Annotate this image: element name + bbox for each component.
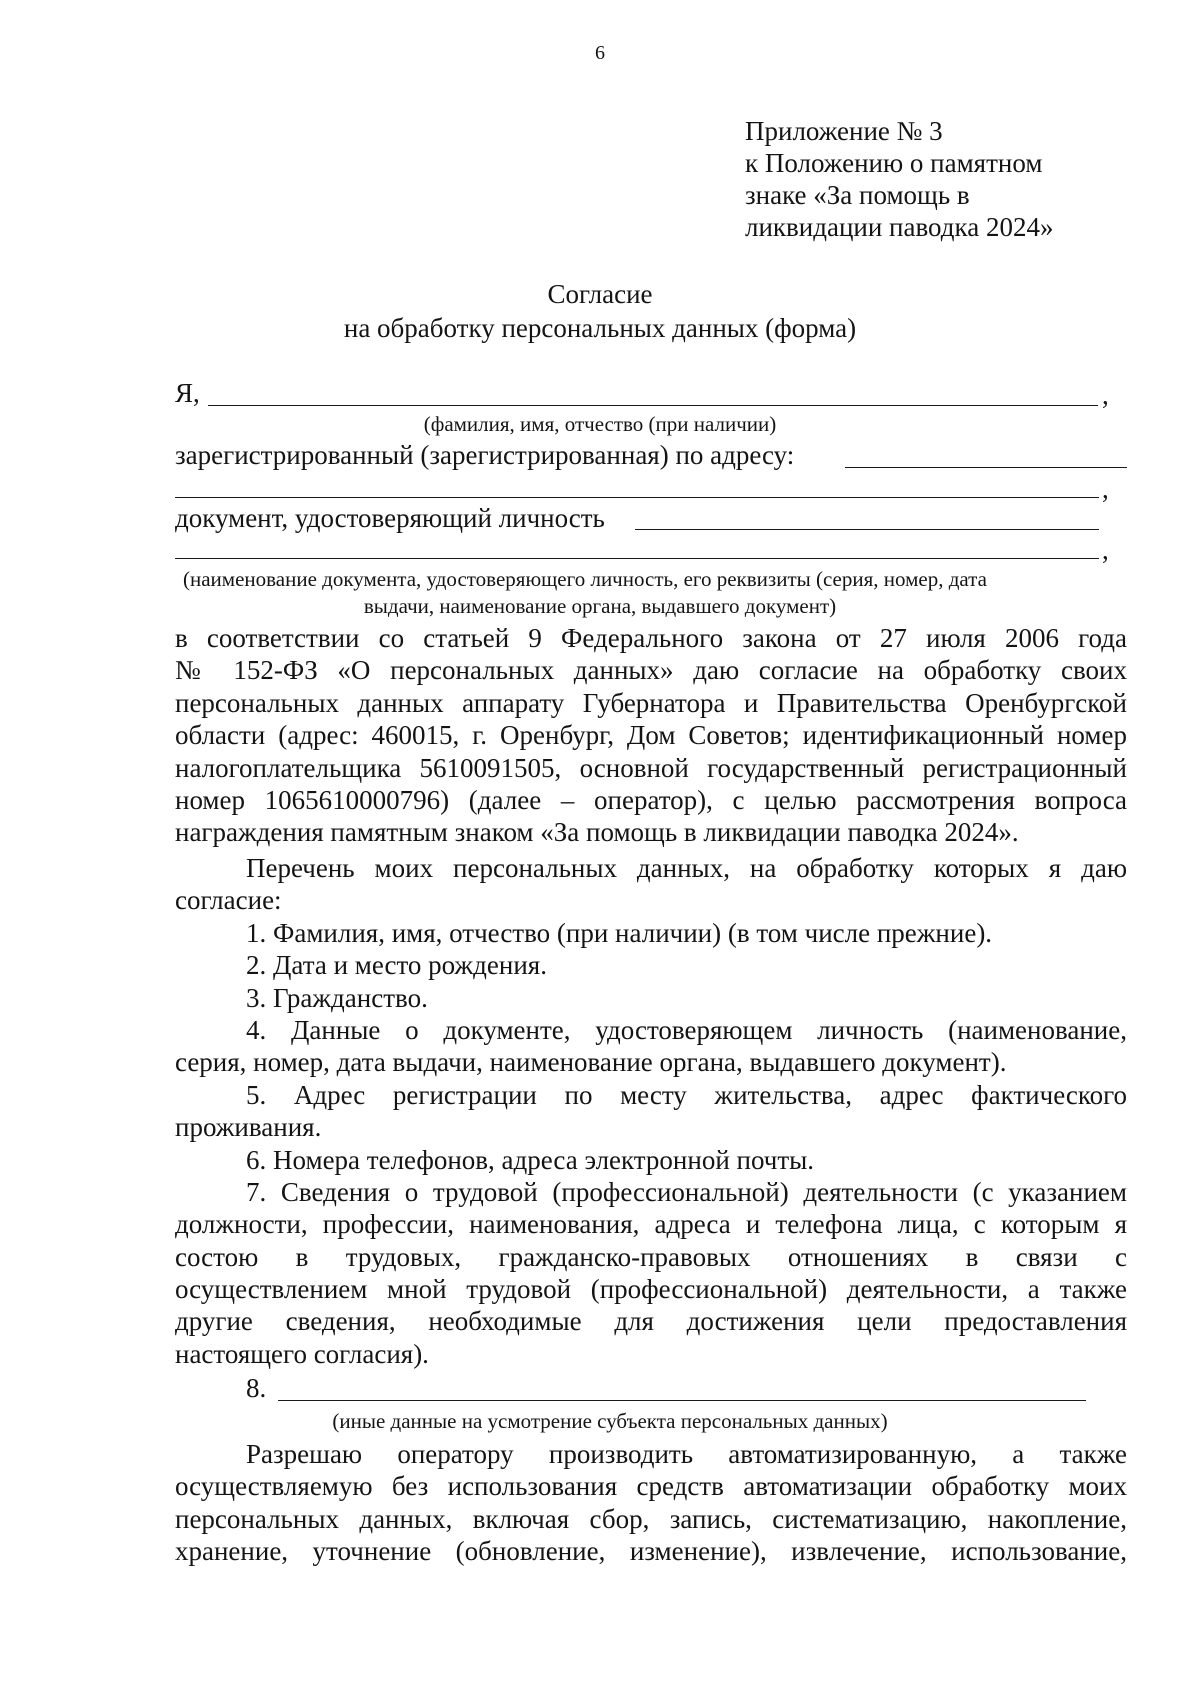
doc-hint: выдачи, наименование органа, выдавшего документ) [363,594,837,618]
paragraph-line: области (адрес: 460015, г. Оренбург, Дом Советов; идентификационный номер [175,720,1127,751]
address-blank-line-2[interactable] [175,497,1099,498]
paragraph-line: осуществляемую без использования средств автоматизации обработку моих [175,1471,1127,1502]
comma: , [1102,474,1109,504]
document-subtitle: на обработку персональных данных (форма) [343,313,857,343]
paragraph-line: номер 1065610000796) (далее – оператор), с целью рассмотрения вопроса [175,784,1127,815]
fio-hint: (фамилия, имя, отчество (при наличии) [423,412,777,436]
list-item: осуществлением мной трудовой (профессиональной) деятельности, а также [175,1274,1127,1305]
list-item: состою в трудовых, гражданско-правовых отношениях в связи с [175,1241,1127,1272]
list-item: 7. Сведения о трудовой (профессиональной) деятельности (с указанием [246,1176,1127,1207]
list-item: 3. Гражданство. [246,982,428,1013]
paragraph-line: налогоплательщика 5610091505, основной государственный регистрационный [175,752,1127,783]
list-item: 5. Адрес регистрации по месту жительства, адрес фактического [246,1079,1127,1110]
permission-paragraph [175,1438,1127,1568]
ya-label: Я, [175,378,200,408]
comma: , [1102,380,1109,410]
appendix-line: знаке «За помощь в [745,180,970,210]
item8-hint: (иные данные на усмотрение субъекта персональных данных) [332,1409,888,1433]
comma: , [1102,535,1109,565]
list-item: 6. Номера телефонов, адреса электронной почты. [246,1144,815,1175]
address-blank-line[interactable] [845,467,1127,468]
paragraph-line: согласие: [175,885,282,916]
paragraph-line: хранение, уточнение (обновление, изменение), извлечение, использование, [175,1536,1127,1567]
doc-label: документ, удостоверяющий личность [175,503,605,533]
paragraph-line: в соответствии со статьей 9 Федерального закона от 27 июля 2006 года [175,623,1127,653]
paragraph-line: № 152-ФЗ «О персональных данных» даю согласие на обработку своих [175,655,1127,686]
address-label: зарегистрированный (зарегистрированная) по адресу: [175,440,795,470]
paragraph-line: Перечень моих персональных данных, на обработку которых я даю [246,853,1127,883]
item8-blank-line[interactable] [278,1400,1086,1401]
list-item: проживания. [175,1112,322,1143]
doc-blank-line[interactable] [635,529,1099,530]
item8-label: 8. [246,1373,267,1403]
paragraph-line: персональных данных аппарату Губернатора и Правительства Оренбургской [175,687,1127,718]
document-title: Согласие [547,279,653,309]
list-item: должности, профессии, наименования, адреса и телефона лица, с которым я [175,1209,1127,1240]
list-item: 4. Данные о документе, удостоверяющем личность (наименование, [246,1014,1127,1045]
list-item: настоящего согласия). [175,1338,429,1369]
data-list [175,852,1127,1370]
appendix-header [745,115,1053,243]
appendix-line: ликвидации паводка 2024» [745,212,1054,242]
doc-blank-line-2[interactable] [175,558,1099,559]
page-number: 6 [595,42,605,64]
list-item: 1. Фамилия, имя, отчество (при наличии) (в том числе прежние). [246,917,993,948]
doc-hint: (наименование документа, удостоверяющего личность, его реквизиты (серия, номер, дата [183,567,987,591]
list-item: 2. Дата и место рождения. [246,950,547,981]
paragraph-line: персональных данных, включая сбор, запись, систематизацию, накопление, [175,1503,1127,1534]
list-item: серия, номер, дата выдачи, наименование органа, выдавшего документ). [175,1047,1007,1078]
appendix-line: Приложение № 3 [745,116,943,146]
appendix-line: к Положению о памятном [745,148,1043,178]
consent-paragraph [175,622,1127,849]
list-item: другие сведения, необходимые для достижения цели предоставления [175,1306,1127,1337]
paragraph-line: награждения памятным знаком «За помощь в ликвидации паводка 2024». [175,817,1019,848]
paragraph-line: Разрешаю оператору производить автоматизированную, а также [246,1439,1127,1469]
fio-blank-line[interactable] [208,405,1098,406]
